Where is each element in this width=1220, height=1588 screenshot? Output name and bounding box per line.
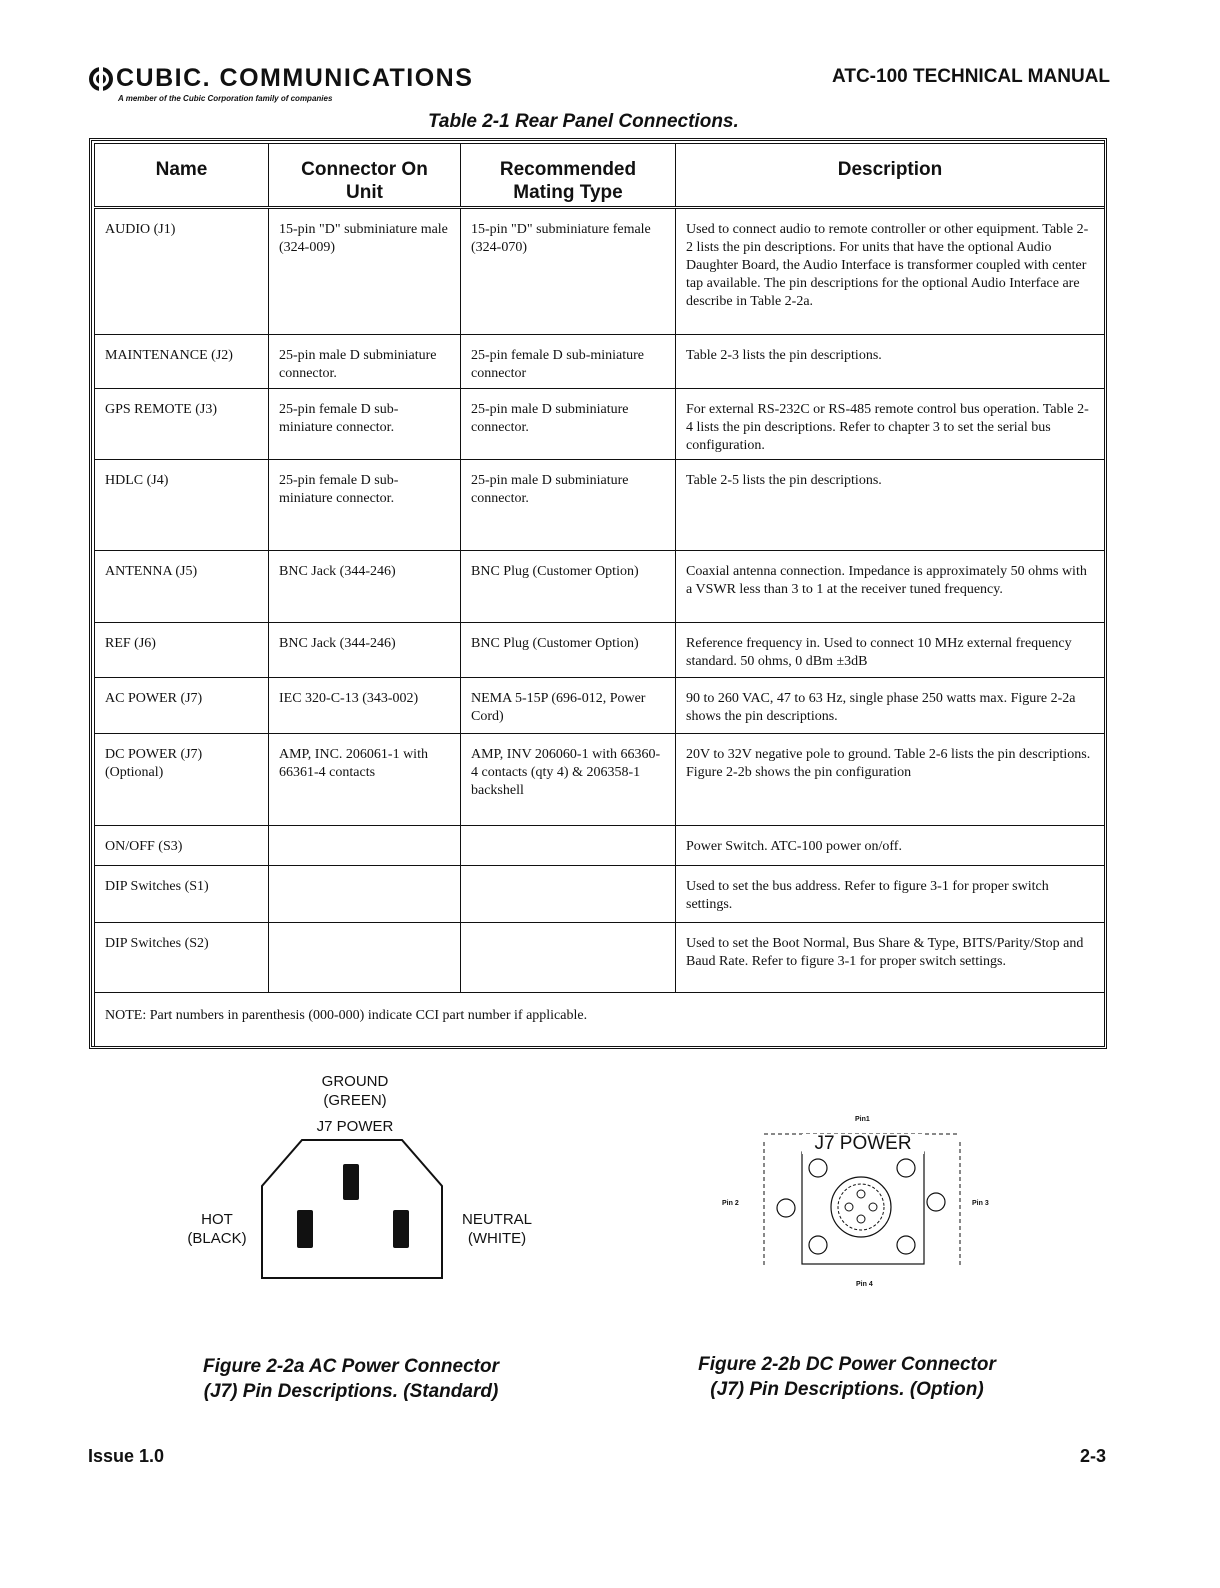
row-mating: BNC Plug (Customer Option) xyxy=(461,551,676,623)
company-tagline: A member of the Cubic Corporation family of companies xyxy=(118,94,333,103)
table-note-row xyxy=(95,993,1105,1047)
row-description: Coaxial antenna connection. Impedance is approximately 50 ohms with a VSWR less than 3 to 1 at the receiver tuned frequency. xyxy=(676,551,1105,623)
pin4-label: Pin 4 xyxy=(856,1281,873,1288)
table-row xyxy=(95,335,1105,389)
company-name: CUBIC. COMMUNICATIONS xyxy=(116,64,474,92)
neutral-pin xyxy=(393,1210,409,1248)
table-row xyxy=(95,389,1105,460)
row-connector xyxy=(269,866,461,923)
manual-title: ATC-100 TECHNICAL MANUAL xyxy=(832,66,1110,87)
table-caption: Table 2-1 Rear Panel Connections. xyxy=(428,111,739,132)
table-row xyxy=(95,208,1105,335)
pin3-label: Pin 3 xyxy=(972,1200,989,1207)
row-connector xyxy=(269,923,461,993)
footer-page-number: 2-3 xyxy=(1080,1446,1107,1466)
row-connector: 25-pin female D sub-miniature connector. xyxy=(269,389,461,460)
rear-panel-table xyxy=(89,138,1107,1049)
row-connector: 25-pin female D sub-miniature connector. xyxy=(269,460,461,551)
row-description: For external RS-232C or RS-485 remote control bus operation. Table 2-4 lists the pin descriptions. Refer to chapter 3 to set the serial bus configuration. xyxy=(676,389,1105,460)
row-description: Table 2-5 lists the pin descriptions. xyxy=(676,460,1105,551)
table-row xyxy=(95,678,1105,734)
row-description: Table 2-3 lists the pin descriptions. xyxy=(676,335,1105,389)
row-description: Reference frequency in. Used to connect 10 MHz external frequency standard. 50 ohms, 0 dBm ±3dB xyxy=(676,623,1105,678)
column-header-connector: Connector On Unit xyxy=(269,144,461,208)
table-row xyxy=(95,734,1105,826)
row-connector: BNC Jack (344-246) xyxy=(269,551,461,623)
pin2-label: Pin 2 xyxy=(722,1200,739,1207)
table-row xyxy=(95,826,1105,866)
row-mating: BNC Plug (Customer Option) xyxy=(461,623,676,678)
figure-2-2b-caption: Figure 2-2b DC Power Connector (J7) Pin Descriptions. (Option) xyxy=(698,1354,996,1400)
row-mating xyxy=(461,826,676,866)
column-header-mating: Recommended Mating Type xyxy=(461,144,676,208)
hot-pin xyxy=(297,1210,313,1248)
neutral-label: NEUTRAL (WHITE) xyxy=(461,1211,532,1247)
row-mating: 25-pin male D subminiature connector. xyxy=(461,460,676,551)
row-mating: 25-pin male D subminiature connector. xyxy=(461,389,676,460)
dc-connector-title: J7 POWER xyxy=(802,1134,924,1154)
row-name: DIP Switches (S2) xyxy=(95,923,269,993)
row-description: Used to set the bus address. Refer to figure 3-1 for proper switch settings. xyxy=(676,866,1105,923)
row-description: 20V to 32V negative pole to ground. Table 2-6 lists the pin descriptions. Figure 2-2b shows the pin configuration xyxy=(676,734,1105,826)
row-connector: BNC Jack (344-246) xyxy=(269,623,461,678)
row-name: DC POWER (J7) (Optional) xyxy=(95,734,269,826)
ac-power-connector-diagram xyxy=(260,1138,444,1280)
row-description: 90 to 260 VAC, 47 to 63 Hz, single phase 250 watts max. Figure 2-2a shows the pin descriptions. xyxy=(676,678,1105,734)
row-mating: 15-pin "D" subminiature female (324-070) xyxy=(461,208,676,335)
column-header-name: Name xyxy=(95,144,269,208)
table-header-row xyxy=(95,144,1105,208)
row-name: AC POWER (J7) xyxy=(95,678,269,734)
table-row xyxy=(95,460,1105,551)
row-connector: AMP, INC. 206061-1 with 66361-4 contacts xyxy=(269,734,461,826)
row-name: AUDIO (J1) xyxy=(95,208,269,335)
row-name: DIP Switches (S1) xyxy=(95,866,269,923)
table-row xyxy=(95,866,1105,923)
table-row xyxy=(95,623,1105,678)
hot-label: HOT (BLACK) xyxy=(187,1211,247,1247)
row-mating: NEMA 5-15P (696-012, Power Cord) xyxy=(461,678,676,734)
row-name: HDLC (J4) xyxy=(95,460,269,551)
pin1-label: Pin1 xyxy=(855,1116,870,1123)
row-connector xyxy=(269,826,461,866)
footer-issue: Issue 1.0 xyxy=(88,1446,165,1466)
cubic-logo-icon xyxy=(88,66,114,92)
row-mating: 25-pin female D sub-miniature connector xyxy=(461,335,676,389)
row-description: Power Switch. ATC-100 power on/off. xyxy=(676,826,1105,866)
row-name: REF (J6) xyxy=(95,623,269,678)
row-name: GPS REMOTE (J3) xyxy=(95,389,269,460)
table-row xyxy=(95,923,1105,993)
row-mating xyxy=(461,866,676,923)
row-connector: 15-pin "D" subminiature male (324-009) xyxy=(269,208,461,335)
row-name: ON/OFF (S3) xyxy=(95,826,269,866)
ground-pin xyxy=(343,1164,359,1200)
row-name: ANTENNA (J5) xyxy=(95,551,269,623)
figure-2-2a-caption: Figure 2-2a AC Power Connector (J7) Pin Descriptions. (Standard) xyxy=(203,1356,499,1402)
row-name: MAINTENANCE (J2) xyxy=(95,335,269,389)
table-note: NOTE: Part numbers in parenthesis (000-000) indicate CCI part number if applicable. xyxy=(95,993,1105,1047)
row-connector: 25-pin male D subminiature connector. xyxy=(269,335,461,389)
row-mating xyxy=(461,923,676,993)
ac-connector-title: J7 POWER xyxy=(316,1118,394,1135)
table-row xyxy=(95,551,1105,623)
ground-label: GROUND (GREEN) xyxy=(321,1073,389,1109)
column-header-description: Description xyxy=(676,144,1105,208)
row-mating: AMP, INV 206060-1 with 66360-4 contacts (qty 4) & 206358-1 backshell xyxy=(461,734,676,826)
row-connector: IEC 320-C-13 (343-002) xyxy=(269,678,461,734)
row-description: Used to connect audio to remote controller or other equipment. Table 2-2 lists the pin descriptions. For units that have the optional Audio Daughter Board, the Audio Interface is transformer coupled with center tap available. The pin descriptions for the optional Audio Interface are describe in Table 2-2a. xyxy=(676,208,1105,335)
row-description: Used to set the Boot Normal, Bus Share & Type, BITS/Parity/Stop and Baud Rate. Refer to figure 3-1 for proper switch settings. xyxy=(676,923,1105,993)
company-logo xyxy=(88,66,548,106)
